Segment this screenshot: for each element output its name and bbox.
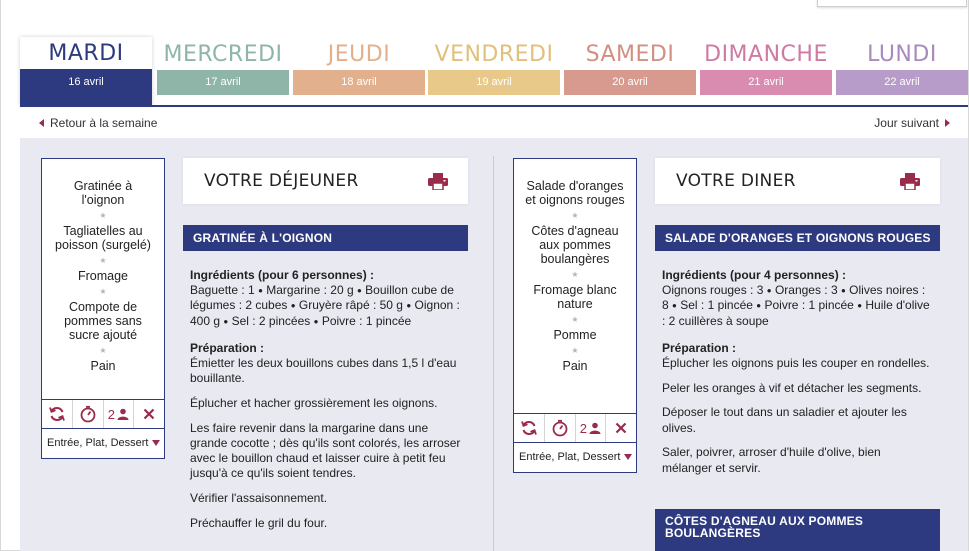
timer-button[interactable] [545,414,576,442]
star-separator-icon: ★ [571,211,579,220]
timer-button[interactable] [73,400,104,428]
tab-vendredi[interactable] [428,37,560,95]
ingredient: Huile d'olive : 2 cuillères à soupe [662,298,930,328]
lunch-title: VOTRE DÉJEUNER [204,171,359,191]
printer-icon[interactable] [428,173,448,190]
tab-underline [20,105,968,107]
day-name: DIMANCHE [700,37,832,70]
tab-dimanche[interactable] [700,37,832,95]
back-link-label: Retour à la semaine [50,116,158,130]
next-day-link[interactable] [874,116,950,130]
column-divider [493,156,494,551]
close-icon [615,422,627,434]
next-link-label: Jour suivant [874,116,939,130]
step: Préchauffer le gril du four. [190,515,328,530]
menu-item[interactable]: Tagliatelles au poisson (surgelé) [55,224,151,252]
timer-icon [551,419,569,437]
arrow-left-icon [39,119,44,127]
step: Vérifier l'assaisonnement. [190,490,328,505]
day-date: 21 avril [700,70,832,95]
dinner-recipe-body [662,268,934,485]
remove-button[interactable] [606,414,636,442]
step: Déposer le tout dans un saladier et ajouter les olives. [662,405,907,435]
ingredient: Poivre : 1 pincée [321,313,412,328]
preparation-label: Préparation : [190,340,265,355]
back-to-week-link[interactable] [39,116,157,130]
lunch-recipe-title[interactable]: GRATINÉE À L'OIGNON [183,225,468,251]
day-content [20,138,968,551]
ingredient: Sel : 1 pincée [680,298,753,313]
dinner-recipe-title[interactable]: SALADE D'ORANGES ET OIGNONS ROUGES [655,225,940,251]
day-date: 18 avril [293,70,425,95]
person-icon [117,408,129,420]
people-count-button[interactable] [576,414,607,442]
day-name: LUNDI [836,37,968,70]
dinner-menu-card [513,158,637,473]
star-separator-icon: ★ [99,256,107,265]
day-name: MARDI [20,37,152,69]
tab-jeudi[interactable] [293,37,425,95]
tab-mardi[interactable] [20,37,152,105]
day-date: 22 avril [836,70,968,95]
ingredient: Bouillon cube de légumes : 2 cubes [190,283,454,313]
menu-item[interactable]: Côtes d'agneau aux pommes boulangères [531,224,619,266]
refresh-icon [520,419,538,437]
timer-icon [79,405,97,423]
ingredients-list: Baguette : 1 ● Margarine : 20 g ● Bouillon cube de légumes : 2 cubes ● Gruyère râpé : 50 g ● Oignon : 400 g ● Sel : 2 pincées ● Poivre : 1 pincée [190,283,460,328]
refresh-button[interactable] [42,400,73,428]
star-separator-icon: ★ [571,315,579,324]
chevron-down-icon [624,454,632,460]
ingredient: Gruyère râpé : 50 g [298,298,403,313]
menu-item[interactable]: Pain [562,359,588,373]
ingredients-label: Ingrédients (pour 6 personnes) : [190,268,375,282]
ingredients-list: Oignons rouges : 3 ● Oranges : 3 ● Olives noires : 8 ● Sel : 1 pincée ● Poivre : 1 pincée ● Huile d'olive : 2 cuillères à soupe [662,283,930,328]
step: Les faire revenir dans la margarine dans une grande cocotte ; dès qu'ils sont colorés, les arroser avec le bouillon chaud et laisser cuire à petit feu jusqu'à ce qu'ils soient tendres. [190,420,461,481]
lunch-header [183,158,468,204]
step: Peler les oranges à vif et détacher les segments. [662,380,922,395]
lunch-course-select[interactable] [42,431,164,455]
step: Éplucher et hacher grossièrement les oignons. [190,395,438,410]
menu-item[interactable]: Salade d'oranges et oignons rouges [525,179,625,207]
refresh-button[interactable] [514,414,545,442]
top-right-dropdown[interactable] [817,0,967,7]
refresh-icon [48,405,66,423]
star-separator-icon: ★ [99,211,107,220]
ingredients-label: Ingrédients (pour 4 personnes) : [662,268,847,282]
lunch-card-actions [42,399,164,429]
menu-item[interactable]: Pomme [553,328,597,342]
menu-item[interactable]: Gratinée à l'oignon [73,179,133,207]
tab-samedi[interactable] [564,37,696,95]
dinner-header [655,158,940,204]
star-separator-icon: ★ [571,270,579,279]
day-date: 19 avril [428,70,560,95]
dinner-title: VOTRE DINER [676,171,796,191]
chevron-down-icon [152,440,160,446]
ingredients-block [662,268,934,329]
day-tabs [20,37,968,105]
star-separator-icon: ★ [99,287,107,296]
lunch-menu-list [42,159,164,373]
dinner-menu-list [514,159,636,373]
lunch-menu-card [41,158,165,459]
ingredient: Oignon : 400 g [190,298,460,328]
ingredient: Oranges : 3 [774,283,838,298]
printer-icon[interactable] [900,173,920,190]
ingredient: Sel : 2 pincées [231,313,311,328]
step: Saler, poivrer, arroser d'huile d'olive, bien mélanger et servir. [662,445,881,475]
ingredient: Margarine : 20 g [266,283,354,298]
star-separator-icon: ★ [99,346,107,355]
ingredient: Poivre : 1 pincée [764,298,854,313]
remove-button[interactable] [134,400,164,428]
day-name: VENDREDI [428,37,560,70]
step: Émietter les deux bouillons cubes dans 1,5 l d'eau bouillante. [190,356,457,386]
lunch-recipe-body [190,268,462,540]
dinner-card-actions [514,413,636,443]
close-icon [143,408,155,420]
star-separator-icon: ★ [571,346,579,355]
menu-item[interactable]: Fromage [77,269,129,283]
course-select-value: Entrée, Plat, Dessert [47,437,149,449]
ingredient: Oignons rouges : 3 [662,283,764,298]
ingredient: Baguette : 1 [190,283,255,298]
day-date: 20 avril [564,70,696,95]
menu-item[interactable]: Compote de pommes sans sucre ajouté [64,300,142,342]
day-date: 17 avril [157,70,289,95]
menu-item[interactable]: Fromage blanc nature [533,283,617,311]
ingredients-block [190,268,462,329]
arrow-right-icon [945,119,950,127]
people-count-button[interactable] [104,400,135,428]
tab-mercredi[interactable] [157,37,289,95]
dinner-recipe2-title[interactable]: CÔTES D'AGNEAU AUX POMMES BOULANGÈRES [655,509,940,551]
tab-lundi[interactable] [836,37,968,95]
course-select-value: Entrée, Plat, Dessert [519,451,621,463]
people-count: 2 [579,420,587,436]
day-name: SAMEDI [564,37,696,70]
day-name: MERCREDI [157,37,289,70]
person-icon [589,422,601,434]
menu-item[interactable]: Pain [90,359,116,373]
ingredient: Olives noires : 8 [662,283,926,313]
day-navigation [20,110,968,138]
day-name: JEUDI [293,37,425,70]
step: Éplucher les oignons puis les couper en rondelles. [662,356,930,371]
day-date: 16 avril [20,69,152,105]
people-count: 2 [107,406,115,422]
dinner-course-select[interactable] [514,445,636,469]
preparation-label: Préparation : [662,340,737,355]
